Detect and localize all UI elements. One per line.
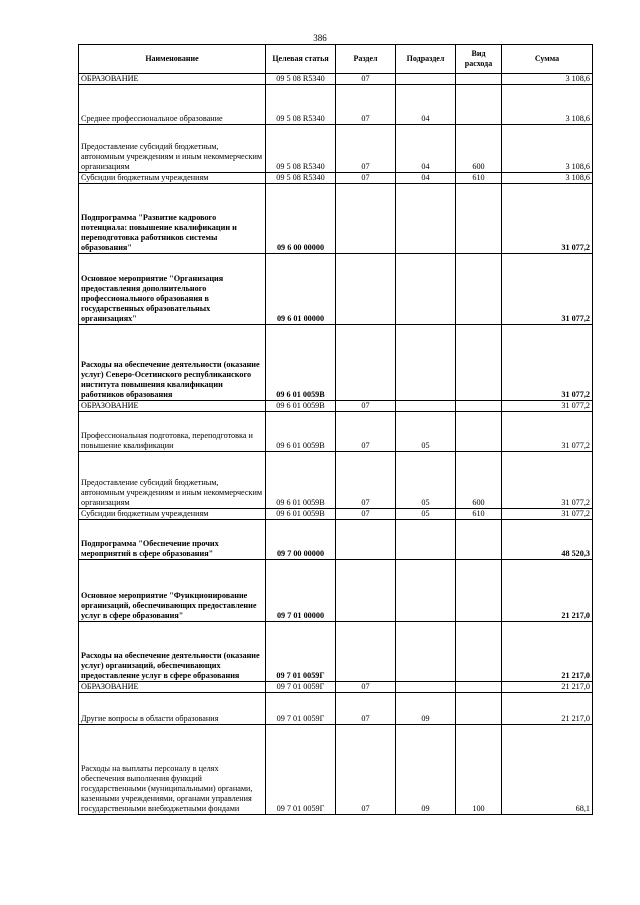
page-number: 386: [313, 33, 327, 43]
cell-type: [456, 682, 502, 693]
cell-section: [336, 254, 396, 325]
cell-type: [456, 401, 502, 412]
cell-section: 07: [336, 682, 396, 693]
cell-subsection: 05: [396, 412, 456, 452]
cell-section: 07: [336, 74, 396, 85]
cell-section: [336, 520, 396, 560]
table-row: [79, 184, 593, 254]
cell-type: 610: [456, 173, 502, 184]
cell-sum: 68,1: [502, 725, 593, 815]
cell-section: [336, 560, 396, 622]
cell-type: [456, 520, 502, 560]
cell-subsection: [396, 682, 456, 693]
cell-type: [456, 622, 502, 682]
header-name: Наименование: [79, 45, 266, 74]
cell-section: 07: [336, 85, 396, 125]
cell-subsection: 05: [396, 452, 456, 509]
table-row: [79, 85, 593, 125]
cell-sum: 31 077,2: [502, 325, 593, 401]
cell-name: ОБРАЗОВАНИЕ: [79, 74, 266, 85]
cell-sum: 21 217,0: [502, 682, 593, 693]
cell-code: 09 6 01 0059В: [266, 452, 336, 509]
cell-section: 07: [336, 693, 396, 725]
cell-code: 09 5 08 R5340: [266, 74, 336, 85]
header-section: Раздел: [336, 45, 396, 74]
cell-subsection: 09: [396, 693, 456, 725]
cell-name: Субсидии бюджетным учреждениям: [79, 173, 266, 184]
cell-sum: 3 108,6: [502, 125, 593, 173]
table-row: [79, 74, 593, 85]
table-row: [79, 622, 593, 682]
table-row: [79, 401, 593, 412]
table-row: [79, 412, 593, 452]
cell-subsection: 09: [396, 725, 456, 815]
cell-code: 09 5 08 R5340: [266, 85, 336, 125]
budget-table: [78, 44, 593, 815]
cell-type: [456, 74, 502, 85]
cell-code: 09 5 08 R5340: [266, 125, 336, 173]
header-subsection: Подраздел: [396, 45, 456, 74]
cell-subsection: 04: [396, 173, 456, 184]
table-row: [79, 509, 593, 520]
cell-type: 600: [456, 125, 502, 173]
cell-code: 09 6 00 00000: [266, 184, 336, 254]
cell-code: 09 7 01 0059Г: [266, 682, 336, 693]
cell-subsection: [396, 325, 456, 401]
cell-name: Основное мероприятие "Организация предоставления дополнительного профессионального образования в государственных образовательных организациях": [79, 254, 266, 325]
cell-code: 09 5 08 R5340: [266, 173, 336, 184]
cell-type: 600: [456, 452, 502, 509]
cell-subsection: 04: [396, 85, 456, 125]
cell-section: [336, 622, 396, 682]
cell-code: 09 6 01 0059В: [266, 401, 336, 412]
cell-code: 09 6 01 0059В: [266, 325, 336, 401]
cell-type: [456, 325, 502, 401]
cell-type: [456, 560, 502, 622]
cell-code: 09 7 01 00000: [266, 560, 336, 622]
cell-type: 610: [456, 509, 502, 520]
table-row: [79, 560, 593, 622]
cell-name: Подпрограмма "Обеспечение прочих мероприятий в сфере образования": [79, 520, 266, 560]
table-row: [79, 325, 593, 401]
cell-sum: 3 108,6: [502, 173, 593, 184]
cell-code: 09 7 01 0059Г: [266, 693, 336, 725]
table-row: [79, 693, 593, 725]
cell-section: 07: [336, 509, 396, 520]
cell-name: Подпрограмма "Развитие кадрового потенциала: повышение квалификации и переподготовка работников системы образования": [79, 184, 266, 254]
cell-type: [456, 85, 502, 125]
cell-name: Предоставление субсидий бюджетным, автономным учреждениям и иным некоммерческим организациям: [79, 125, 266, 173]
cell-name: Субсидии бюджетным учреждениям: [79, 509, 266, 520]
cell-name: Другие вопросы в области образования: [79, 693, 266, 725]
cell-name: Расходы на обеспечение деятельности (оказание услуг) организаций, обеспечивающих предоставление услуг в сфере образования: [79, 622, 266, 682]
cell-type: [456, 184, 502, 254]
cell-section: 07: [336, 452, 396, 509]
cell-subsection: [396, 74, 456, 85]
cell-name: ОБРАЗОВАНИЕ: [79, 401, 266, 412]
cell-subsection: [396, 401, 456, 412]
table-row: [79, 254, 593, 325]
table-row: [79, 125, 593, 173]
table-row: [79, 725, 593, 815]
table-row: [79, 173, 593, 184]
cell-sum: 21 217,0: [502, 622, 593, 682]
cell-code: 09 6 01 0059В: [266, 412, 336, 452]
table-row: [79, 520, 593, 560]
cell-sum: 31 077,2: [502, 452, 593, 509]
cell-name: Среднее профессиональное образование: [79, 85, 266, 125]
cell-sum: 31 077,2: [502, 401, 593, 412]
cell-name: Основное мероприятие "Функционирование организаций, обеспечивающих предоставление услуг в сфере образования": [79, 560, 266, 622]
cell-type: [456, 693, 502, 725]
cell-code: 09 7 00 00000: [266, 520, 336, 560]
cell-name: Расходы на обеспечение деятельности (оказание услуг) Северо-Осетинского республиканского института повышения квалификации работников образования: [79, 325, 266, 401]
cell-sum: 3 108,6: [502, 74, 593, 85]
cell-sum: 21 217,0: [502, 693, 593, 725]
cell-sum: 31 077,2: [502, 412, 593, 452]
cell-section: 07: [336, 173, 396, 184]
cell-subsection: [396, 254, 456, 325]
cell-section: 07: [336, 125, 396, 173]
cell-code: 09 7 01 0059Г: [266, 725, 336, 815]
cell-sum: 31 077,2: [502, 254, 593, 325]
header-type: Вид расхода: [456, 45, 502, 74]
cell-section: 07: [336, 401, 396, 412]
cell-section: [336, 184, 396, 254]
cell-code: 09 7 01 0059Г: [266, 622, 336, 682]
cell-subsection: [396, 622, 456, 682]
cell-type: 100: [456, 725, 502, 815]
cell-name: Расходы на выплаты персоналу в целях обеспечения выполнения функций государственными (муниципальными) органами, казенными учреждениями, органами управления государственными внебюджетными фондами: [79, 725, 266, 815]
cell-section: 07: [336, 412, 396, 452]
cell-type: [456, 412, 502, 452]
cell-type: [456, 254, 502, 325]
cell-section: [336, 325, 396, 401]
cell-sum: 3 108,6: [502, 85, 593, 125]
cell-subsection: [396, 184, 456, 254]
cell-sum: 21 217,0: [502, 560, 593, 622]
cell-code: 09 6 01 00000: [266, 254, 336, 325]
header-code: Целевая статья: [266, 45, 336, 74]
cell-sum: 31 077,2: [502, 184, 593, 254]
cell-sum: 48 520,3: [502, 520, 593, 560]
cell-name: Предоставление субсидий бюджетным, автономным учреждениям и иным некоммерческим организациям: [79, 452, 266, 509]
cell-sum: 31 077,2: [502, 509, 593, 520]
cell-subsection: [396, 560, 456, 622]
table-row: [79, 682, 593, 693]
cell-name: ОБРАЗОВАНИЕ: [79, 682, 266, 693]
table-body: [79, 74, 593, 815]
cell-code: 09 6 01 0059В: [266, 509, 336, 520]
cell-subsection: 04: [396, 125, 456, 173]
cell-subsection: 05: [396, 509, 456, 520]
table-header-row: [79, 45, 593, 74]
header-sum: Сумма: [502, 45, 593, 74]
cell-subsection: [396, 520, 456, 560]
cell-name: Профессиональная подготовка, переподготовка и повышение квалификации: [79, 412, 266, 452]
table-row: [79, 452, 593, 509]
cell-section: 07: [336, 725, 396, 815]
